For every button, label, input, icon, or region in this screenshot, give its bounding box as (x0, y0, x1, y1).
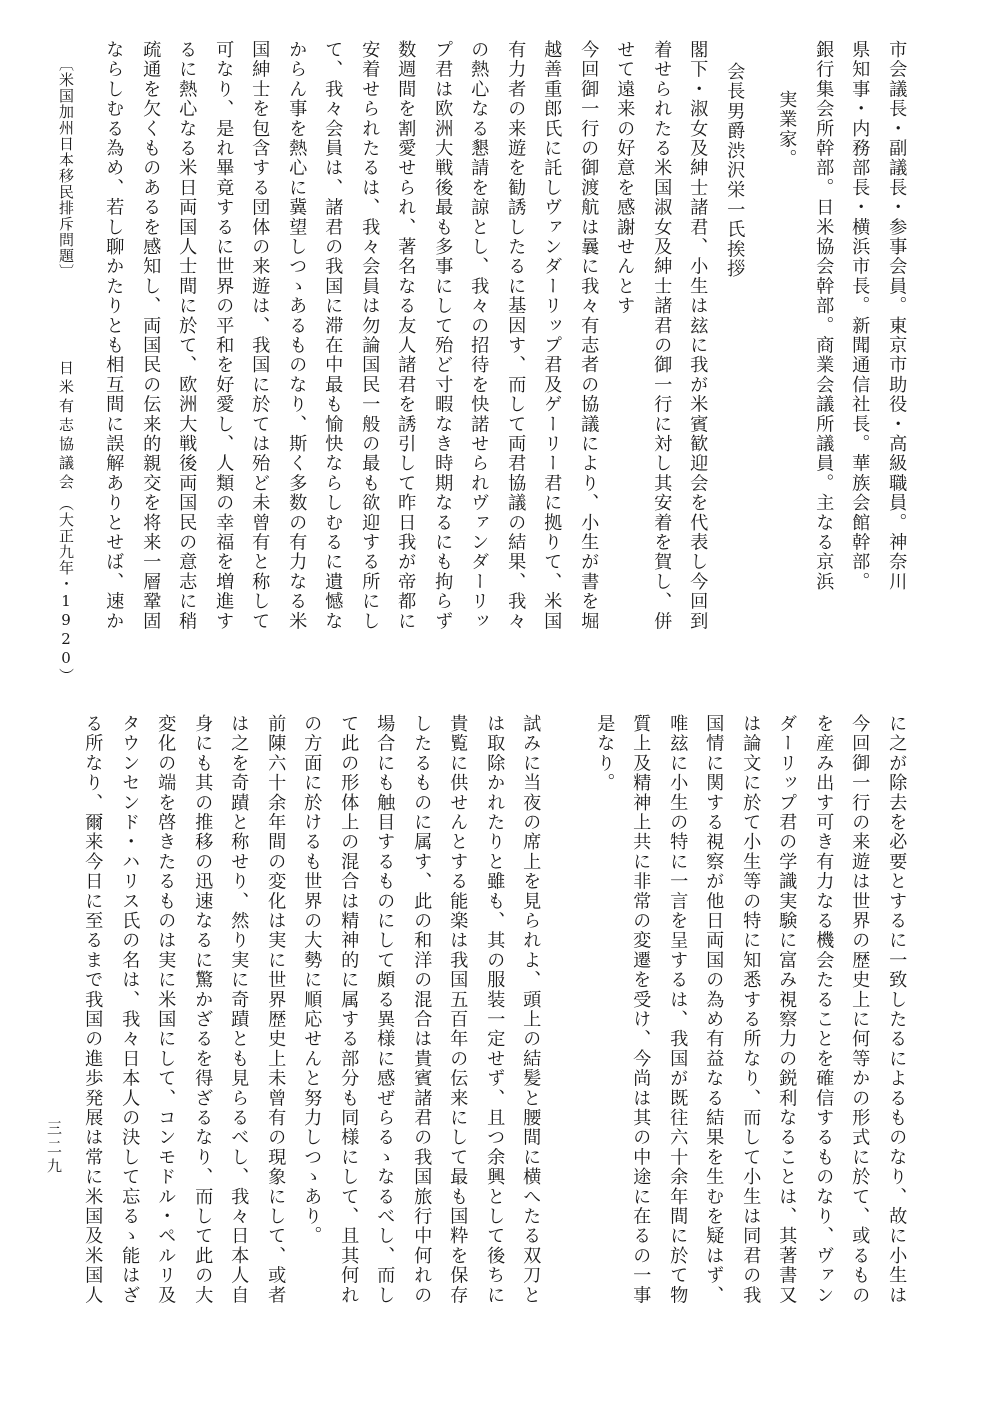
text-column: 試みに当夜の席上を見られよ、頭上の結髪と腰間に横へたる双刀と (520, 714, 542, 1305)
text-column: 今回御一行の来遊は世界の歴史上に何等かの形式に於て、或るもの (849, 714, 871, 1305)
text-column: るに熱心なる米日両国人士間に於て、欧洲大戦後両国民の意志に稍 (176, 40, 198, 631)
text-column: 数週間を割愛せられ、著名なる友人諸君を誘引して昨日我が帝都に (395, 40, 417, 631)
text-column: 貴覧に供せんとする能楽は我国五百年の伝来にして最も国粋を保存 (447, 714, 469, 1305)
text-column: 安着せられたるは、我々会員は勿論国民一般の最も欲迎する所にし (359, 40, 381, 631)
page-number: 三二九 (45, 1120, 63, 1177)
text-column: 着せられたる米国淑女及紳士諸君の御一行に対し其安着を賀し、併 (651, 40, 673, 631)
text-column: て此の形体上の混合は精神的に属する部分も同様にして、且其何れ (338, 714, 360, 1305)
text-column: 変化の端を啓きたるものは実に米国にして、コンモドル・ペルリ及 (155, 714, 177, 1305)
text-column: 唯玆に小生の特に一言を呈するは、我国が既往六十余年間に於て物 (667, 714, 689, 1305)
text-column: 国情に関する視察が他日両国の為め有益なる結果を生むを疑はず、 (703, 714, 725, 1305)
era-label: （大正九年・1920） (57, 496, 75, 684)
text-column: の方面に於けるも世界の大勢に順応せんと努力しつゝあり。 (301, 714, 323, 1246)
text-column: る所なり、爾来今日に至るまで我国の進歩発展は常に米国及米国人 (82, 714, 104, 1305)
text-column: 県知事・内務部長・横浜市長。新聞通信社長。華族会館幹部。 (849, 40, 871, 592)
text-column: 質上及精神上共に非常の変遷を受け、今尚は其の中途に在るの一事 (630, 714, 652, 1305)
text-column: せて遠来の好意を感謝せんとす (614, 40, 636, 316)
text-column: 前陳六十余年間の変化は実に世界歴史上未曾有の現象にして、或者 (265, 714, 287, 1305)
text-column: 是なり。 (594, 714, 616, 793)
text-column: は取除かれたりと雖も、其の服装一定せず、且つ余興として後ちに (484, 714, 506, 1305)
text-column: 実業家。 (776, 90, 798, 169)
text-column: からん事を熱心に冀望しつゝあるものなり、斯く多数の有力なる米 (286, 40, 308, 631)
organization-name: 日米有志協議会 (57, 360, 75, 493)
text-column: 市会議長・副議長・参事会員。東京市助役・高級職員。神奈川 (886, 40, 908, 592)
text-column: 今回御一行の御渡航は曩に我々有志者の協議により、小生が書を堀 (578, 40, 600, 631)
text-column: 有力者の来遊を勧誘したるに基因す、而して両君協議の結果、我々 (505, 40, 527, 631)
text-column: 閣下・淑女及紳士諸君、小生は玆に我が米賓歓迎会を代表し今回到 (687, 40, 709, 632)
speech-heading: 会長男爵渋沢栄一氏挨拶 (724, 62, 746, 279)
text-column: 疏通を欠くものあるを感知し、両国民の伝来的親交を将来一層鞏固 (140, 40, 162, 631)
section-title: 〔米国加州日本移民排斥問題〕 (57, 56, 75, 280)
text-column: は之を奇蹟と称せり、然り実に奇蹟とも見らるべし、我々日本人自 (228, 714, 250, 1305)
text-column: 身にも其の推移の迅速なるに驚かざるを得ざるなり、而して此の大 (192, 714, 214, 1306)
text-column: に之が除去を必要とするに一致したるによるものなり、故に小生は (886, 714, 908, 1305)
text-column: 場合にも触目するものにして頗る異様に感ぜらるゝなるべし、而し (374, 714, 396, 1305)
text-column: プ君は欧洲大戦後最も多事にして殆ど寸暇なき時期なるにも拘らず (432, 40, 454, 631)
text-column: の熱心なる懇請を諒とし、我々の招待を快諾せられヴァンダーリッ (468, 40, 490, 631)
text-column: 銀行集会所幹部。日米協会幹部。商業会議所議員。主なる京浜 (813, 40, 835, 592)
text-column: 国紳士を包含する団体の来遊は、我国に於ては殆ど未曾有と称して (249, 40, 271, 631)
text-column: ならしむる為め、若し聊かたりとも相互間に誤解ありとせば、速か (103, 40, 125, 631)
text-column: は論文に於て小生等の特に知悉する所なり、而して小生は同君の我 (740, 714, 762, 1305)
text-column: を産み出す可き有力なる機会たることを確信するものなり、ヴァン (813, 714, 835, 1305)
text-column: 越善重郎氏に託しヴァンダーリップ君及ゲーリー君に拠りて、米国 (541, 40, 563, 631)
text-column: て、我々会員は、諸君の我国に滞在中最も愉快ならしむるに遺憾な (322, 40, 344, 631)
text-column: ダーリップ君の学識実験に富み視察力の鋭利なることは、其著書又 (776, 714, 798, 1305)
text-column: 可なり、是れ畢竟するに世界の平和を好愛し、人類の幸福を増進す (213, 40, 235, 631)
text-column: したるものに属す、此の和洋の混合は貴賓諸君の我国旅行中何れの (411, 714, 433, 1305)
text-column: タウンセンド・ハリス氏の名は、我々日本人の決して忘るゝ能はざ (119, 714, 141, 1305)
